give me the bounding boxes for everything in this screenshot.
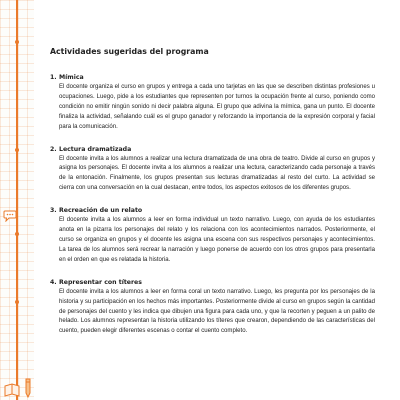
activity-number: 2. — [50, 145, 57, 153]
margin-line — [16, 0, 18, 400]
activity-description: El docente organiza el curso en grupos y entrega a cada uno tarjetas en las que se describen distintas profesiones u ocupaciones. Luego, pide a los estudiantes que representen por turnos la ocupación frente al curso, poniendo como condición no emitir ningún sonido ni decir palabra alguna. El grupo que adivina la mímica, gana un punto. El docente finaliza la actividad, señalando cuál es el grupo ganador y reforzando la importancia de la expresión corporal y facial para la comunicación. — [59, 84, 375, 130]
activity-title: Lectura dramatizada — [59, 145, 132, 153]
margin-dot — [15, 232, 19, 236]
activity-description: El docente invita a los alumnos a leer en forma individual un texto narrativo. Luego, con ayuda de los estudiantes anota en la pizarra los personajes del relato y los relaciona con los acontecimientos narrados. Posteriormente, el curso se organiza en grupos y el docente les asigna una escena con sus respectivos personajes y acontecimientos. La tarea de los alumnos será recrear la narración y luego ponerse de acuerdo con los otros grupos para presentarla en el orden en que es relatada la historia. — [59, 217, 375, 263]
activity-heading — [50, 74, 375, 82]
activity-item — [50, 207, 375, 266]
activity-title: Mímica — [59, 74, 84, 81]
activity-heading — [50, 207, 375, 215]
activity-number: 3. — [50, 207, 57, 215]
activity-description: El docente invita a los alumnos a realizar una lectura dramatizada de una obra de teatro. Divide al curso en grupos y asigna los personajes. El docente invita a los alumnos a realizar una lectura, caracterizando cada personaje a través de la entonación. Finalmente, los grupos presentan sus lecturas dramatizadas al resto del curto. La actividad se cierra con una conversación en la cual destacan, entre todos, los aspectos exitosos de los diferentes grupos. — [59, 155, 375, 192]
activity-title: Representar con títeres — [59, 278, 142, 286]
activity-heading — [50, 279, 375, 287]
book-icon — [4, 383, 20, 397]
activity-heading — [50, 146, 375, 154]
margin-dot — [15, 148, 19, 152]
activity-item — [50, 146, 375, 195]
activity-description: El docente invita a los alumnos a leer en forma coral un texto narrativo. Luego, les pregunta por los personajes de la historia y su participación en los hechos más importantes. Posteriormente divide al curso en grupos según la cantidad de personajes del cuento y les indica que dibujen una figura para cada uno, y que la recorten y peguen a un palito de helado. Los alumnos representan la historia utilizando los títeres que crearon, dependiendo de las características del cuento, pueden elegir diferentes escenas o contar el cuento completo. — [59, 288, 375, 335]
activity-item — [50, 74, 375, 133]
speech-bubble-icon — [3, 210, 17, 222]
activity-title: Recreación de un relato — [59, 207, 143, 215]
pencil-icon — [22, 378, 34, 398]
margin-dot — [15, 40, 19, 44]
activity-number: 4. — [50, 278, 57, 286]
margin-dot — [15, 300, 19, 304]
page-title: Actividades sugeridas del programa — [50, 47, 209, 56]
activity-number: 1. — [50, 74, 57, 81]
activity-item — [50, 279, 375, 338]
main-content — [50, 47, 375, 350]
